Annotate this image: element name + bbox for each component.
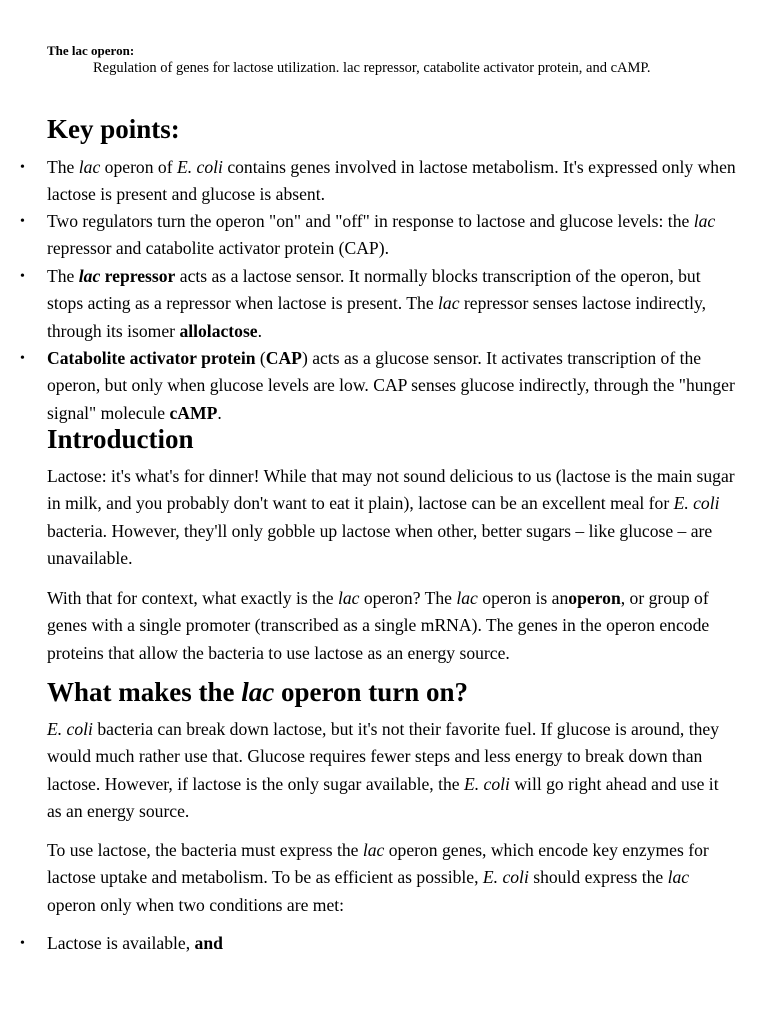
bullet-marker: • bbox=[20, 160, 25, 175]
condition-item: • Lactose is available, and bbox=[47, 930, 737, 957]
key-point-item: • Two regulators turn the operon "on" and "off" in response to lactose and glucose levels: the lac repressor and catabolite activator protein (CAP). bbox=[47, 208, 737, 263]
key-point-item: • Catabolite activator protein (CAP) acts as a glucose sensor. It activates transcription of the operon, but only when glucose levels are low. CAP senses glucose indirectly, through the "hunger signal" molecule cAMP. bbox=[47, 345, 737, 427]
intro-paragraph: With that for context, what exactly is the lac operon? The lac operon is anoperon, or group of genes with a single promoter (transcribed as a single mRNA). The genes in the operon encode proteins that allow the bacteria to use lactose as an energy source. bbox=[47, 588, 710, 663]
key-points-heading: Key points: bbox=[47, 114, 180, 144]
turn-on-heading: What makes the lac operon turn on? bbox=[47, 677, 469, 707]
bullet-marker: • bbox=[20, 351, 25, 366]
document-title: The lac operon: bbox=[47, 43, 135, 58]
key-point-item: • The lac repressor acts as a lactose sensor. It normally blocks transcription of the operon, but stops acting as a repressor when lactose is present. The lac repressor senses lactose indirectly, through its isomer allolactose. bbox=[47, 263, 737, 345]
bullet-marker: • bbox=[20, 214, 25, 229]
intro-paragraph: Lactose: it's what's for dinner! While that may not sound delicious to us (lactose is the main sugar in milk, and you probably don't want to eat it plain), lactose can be an excellent meal for E. coli bacteria. However, they'll only gobble up lactose when other, better sugars – like glucose – are unavailable. bbox=[47, 466, 735, 568]
bullet-marker: • bbox=[20, 269, 25, 284]
turn-on-paragraph: E. coli bacteria can break down lactose, but it's not their favorite fuel. If glucose is around, they would much rather use that. Glucose requires fewer steps and less energy to break down than lactose. However, if lactose is the only sugar available, the E. coli will go right ahead and use it as an energy source. bbox=[47, 719, 720, 821]
key-point-item: • The lac operon of E. coli contains genes involved in lactose metabolism. It's expressed only when lactose is present and glucose is absent. bbox=[47, 154, 737, 209]
bullet-marker: • bbox=[20, 936, 25, 951]
turn-on-paragraph: To use lactose, the bacteria must express the lac operon genes, which encode key enzymes for lactose uptake and metabolism. To be as efficient as possible, E. coli should express the lac operon only when two conditions are met: bbox=[47, 840, 709, 915]
introduction-heading: Introduction bbox=[47, 424, 194, 454]
document-subtitle: Regulation of genes for lactose utilization. lac repressor, catabolite activator protein, and cAMP. bbox=[93, 60, 651, 76]
